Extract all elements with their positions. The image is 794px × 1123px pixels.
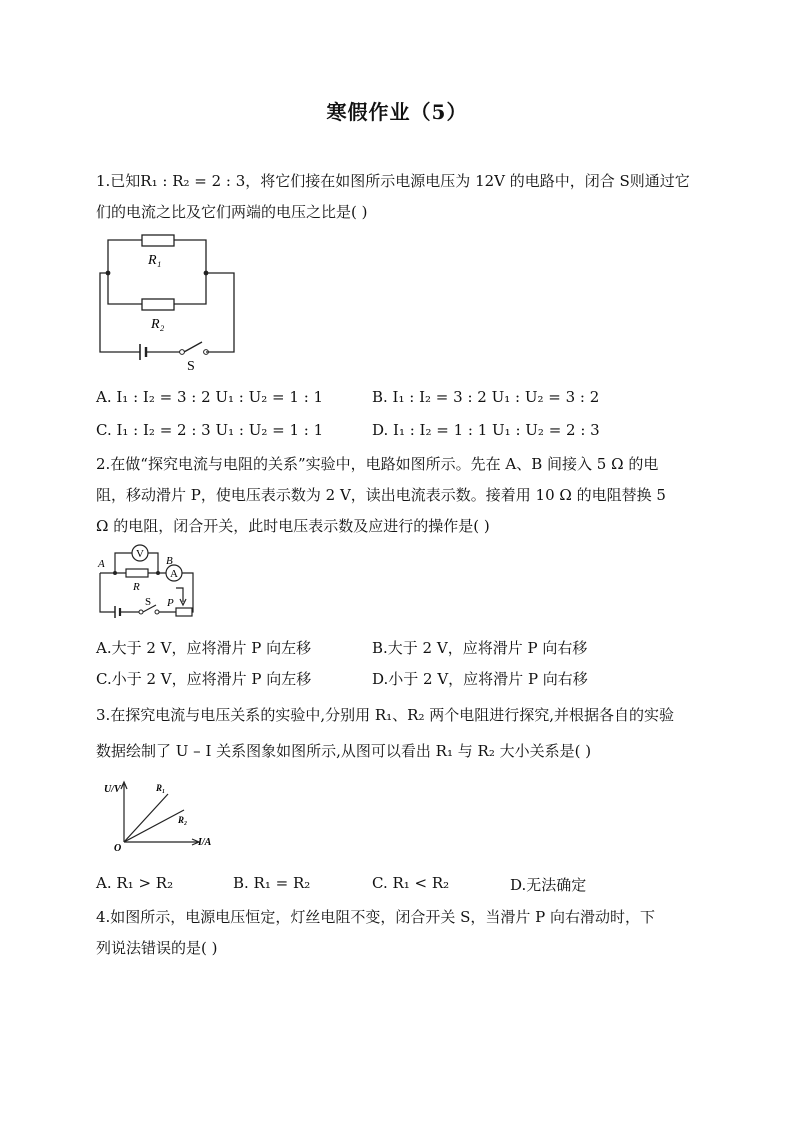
q2-resistor-r xyxy=(126,569,148,577)
page-title: 寒假作业（5） xyxy=(326,100,468,124)
q1-label-r2: R₂ xyxy=(151,317,165,332)
q1-stem-line2: 们的电流之比及它们两端的电压之比是( ) xyxy=(96,203,368,221)
q2-option-a[interactable]: A.大于 2 V，应将滑片 P 向左移 xyxy=(96,639,312,657)
q2-option-c[interactable]: C.小于 2 V，应将滑片 P 向左移 xyxy=(96,670,312,688)
q1-circuit-figure xyxy=(96,228,246,370)
q2-stem-line3: Ω 的电阻，闭合开关，此时电压表示数及应进行的操作是( ) xyxy=(96,517,490,535)
q2-rheostat xyxy=(176,608,192,616)
q2-ammeter-label: A xyxy=(170,568,178,580)
q3-stem-line1: 3.在探究电流与电压关系的实验中,分别用 R₁、R₂ 两个电阻进行探究,并根据各自的实验 xyxy=(96,706,675,724)
q2-option-b[interactable]: B.大于 2 V，应将滑片 P 向右移 xyxy=(372,639,588,657)
q3-option-c[interactable]: C. R₁ < R₂ xyxy=(372,874,450,892)
q3-xlabel: I/A xyxy=(198,837,212,848)
q2-circuit-figure xyxy=(96,542,200,626)
q3-option-b[interactable]: B. R₁ = R₂ xyxy=(233,874,311,892)
q2-label-b: B xyxy=(166,555,173,567)
q1-option-d[interactable]: D. I₁ : I₂ = 1 : 1 U₁ : U₂ = 2 : 3 xyxy=(372,421,600,439)
q4-stem-line1: 4.如图所示，电源电压恒定，灯丝电阻不变，闭合开关 S，当滑片 P 向右滑动时，下 xyxy=(96,908,655,926)
q4-stem-line2: 列说法错误的是( ) xyxy=(96,939,218,957)
q2-stem-line2: 阻，移动滑片 P，使电压表示数为 2 V，读出电流表示数。接着用 10 Ω 的电阻替换 5 xyxy=(96,486,666,504)
q1-label-r1: R₁ xyxy=(148,253,162,268)
q1-option-b[interactable]: B. I₁ : I₂ = 3 : 2 U₁ : U₂ = 3 : 2 xyxy=(372,388,600,406)
q3-line-r2 xyxy=(124,810,184,842)
q3-label-r2: R₂ xyxy=(178,815,188,825)
q1-stem-line1: 1.已知R₁ : R₂ = 2 : 3，将它们接在如图所示电源电压为 12V 的电路中，闭合 S则通过它 xyxy=(96,172,690,190)
q3-ui-graph xyxy=(100,778,218,852)
q3-line-r1 xyxy=(124,794,168,842)
q3-option-d[interactable]: D.无法确定 xyxy=(510,876,587,894)
q1-resistor-r1 xyxy=(142,235,174,246)
q3-origin-label: O xyxy=(114,843,122,852)
q2-label-r: R xyxy=(133,581,140,593)
q2-option-d[interactable]: D.小于 2 V，应将滑片 P 向右移 xyxy=(372,670,588,688)
q2-stem-line1: 2.在做“探究电流与电阻的关系”实验中，电路如图所示。先在 A、B 间接入 5 Ω 的电 xyxy=(96,455,659,473)
q2-label-s: S xyxy=(145,596,152,608)
q3-label-r1: R₁ xyxy=(156,783,166,793)
q2-label-a: A xyxy=(98,558,105,570)
q3-option-a[interactable]: A. R₁ > R₂ xyxy=(96,874,174,892)
q2-label-p: P xyxy=(167,597,174,609)
q2-voltmeter-label: V xyxy=(136,548,144,560)
q1-label-s: S xyxy=(187,359,195,370)
q1-resistor-r2 xyxy=(142,299,174,310)
q3-stem-line2: 数据绘制了 U – I 关系图象如图所示,从图可以看出 R₁ 与 R₂ 大小关系是( ) xyxy=(96,742,592,760)
q1-option-a[interactable]: A. I₁ : I₂ = 3 : 2 U₁ : U₂ = 1 : 1 xyxy=(96,388,324,406)
q3-ylabel: U/V xyxy=(104,784,121,795)
q1-option-c[interactable]: C. I₁ : I₂ = 2 : 3 U₁ : U₂ = 1 : 1 xyxy=(96,421,324,439)
